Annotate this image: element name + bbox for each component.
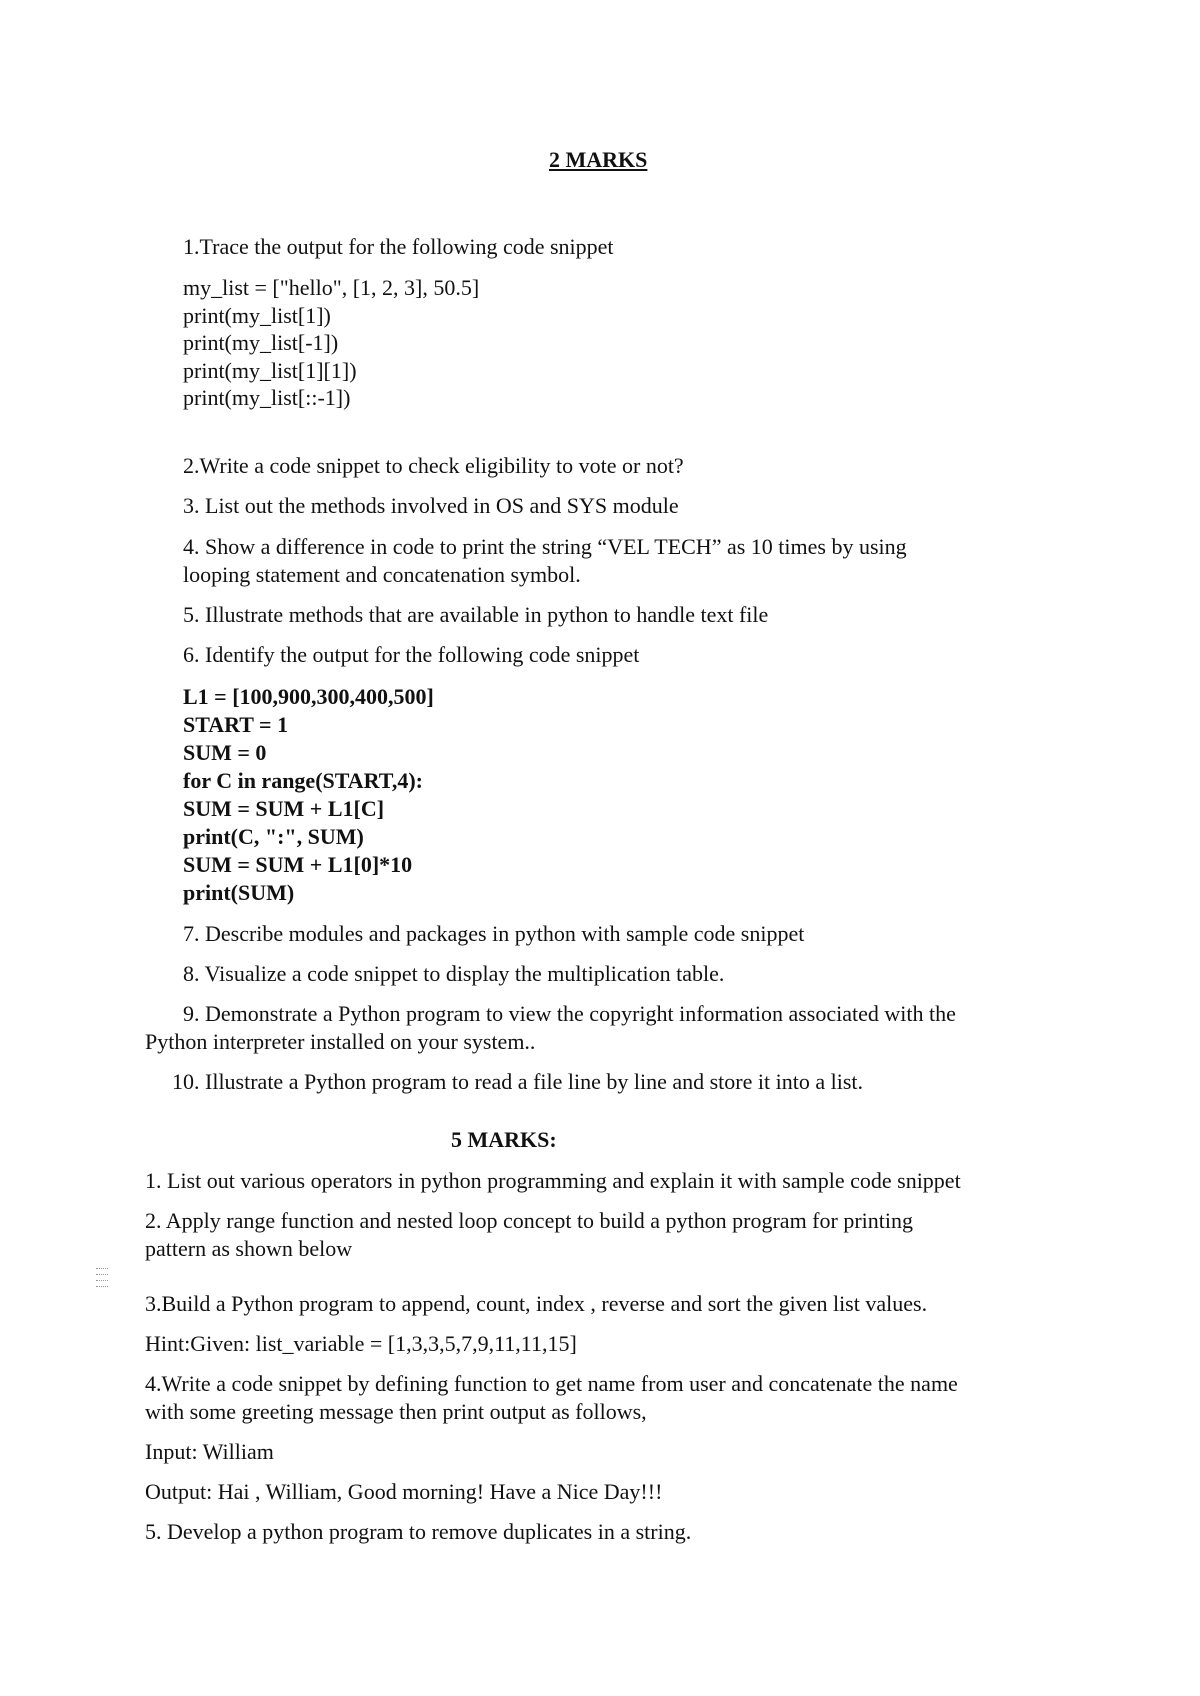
section-title-5-marks: 5 MARKS: xyxy=(451,1127,557,1152)
question-5m-3-hint: Hint:Given: list_variable = [1,3,3,5,7,9,11,11,15] xyxy=(145,1331,577,1356)
code-line-bold: SUM = SUM + L1[0]*10 xyxy=(183,852,413,877)
question-5m-4-line2: with some greeting message then print output as follows, xyxy=(145,1399,647,1424)
code-line: my_list = ["hello", [1, 2, 3], 50.5] xyxy=(183,275,480,300)
question-2m-6: 6. Identify the output for the following code snippet xyxy=(183,642,640,667)
code-line: print(my_list[1]) xyxy=(183,303,331,328)
question-2m-9-line2: Python interpreter installed on your system.. xyxy=(145,1029,536,1054)
question-2m-3: 3. List out the methods involved in OS and SYS module xyxy=(183,493,679,518)
embedded-object-placeholder xyxy=(96,1268,110,1298)
question-5m-1: 1. List out various operators in python programming and explain it with sample code snippet xyxy=(145,1168,961,1193)
question-2m-7: 7. Describe modules and packages in python with sample code snippet xyxy=(183,921,805,946)
code-line-bold: L1 = [100,900,300,400,500] xyxy=(183,684,434,709)
code-line: print(my_list[::-1]) xyxy=(183,385,351,410)
question-5m-4-output: Output: Hai , William, Good morning! Have a Nice Day!!! xyxy=(145,1479,663,1504)
code-line-bold: START = 1 xyxy=(183,712,289,737)
question-5m-2-line1: 2. Apply range function and nested loop concept to build a python program for printing xyxy=(145,1208,914,1233)
question-2m-4-line1: 4. Show a difference in code to print the string “VEL TECH” as 10 times by using xyxy=(183,534,907,559)
question-2m-9-line1: 9. Demonstrate a Python program to view the copyright information associated with the xyxy=(183,1001,956,1026)
question-5m-3: 3.Build a Python program to append, count, index , reverse and sort the given list values. xyxy=(145,1291,928,1316)
question-2m-8: 8. Visualize a code snippet to display the multiplication table. xyxy=(183,961,725,986)
question-2m-4-line2: looping statement and concatenation symbol. xyxy=(183,562,581,587)
section-title-2-marks: 2 MARKS xyxy=(549,147,648,172)
code-line-bold: SUM = SUM + L1[C] xyxy=(183,796,385,821)
question-5m-2-line2: pattern as shown below xyxy=(145,1236,353,1261)
code-line: print(my_list[-1]) xyxy=(183,330,339,355)
code-line-bold: for C in range(START,4): xyxy=(183,768,423,793)
question-5m-5: 5. Develop a python program to remove duplicates in a string. xyxy=(145,1519,692,1544)
code-line-bold: print(SUM) xyxy=(183,880,295,905)
code-line-bold: print(C, ":", SUM) xyxy=(183,824,364,849)
code-line-bold: SUM = 0 xyxy=(183,740,267,765)
question-2m-10: 10. Illustrate a Python program to read a file line by line and store it into a list. xyxy=(172,1069,864,1094)
question-5m-4-line1: 4.Write a code snippet by defining function to get name from user and concatenate the name xyxy=(145,1371,958,1396)
question-5m-4-input: Input: William xyxy=(145,1439,274,1464)
question-2m-1: 1.Trace the output for the following code snippet xyxy=(183,234,614,259)
question-2m-2: 2.Write a code snippet to check eligibility to vote or not? xyxy=(183,453,684,478)
code-line: print(my_list[1][1]) xyxy=(183,358,357,383)
question-2m-5: 5. Illustrate methods that are available in python to handle text file xyxy=(183,602,769,627)
